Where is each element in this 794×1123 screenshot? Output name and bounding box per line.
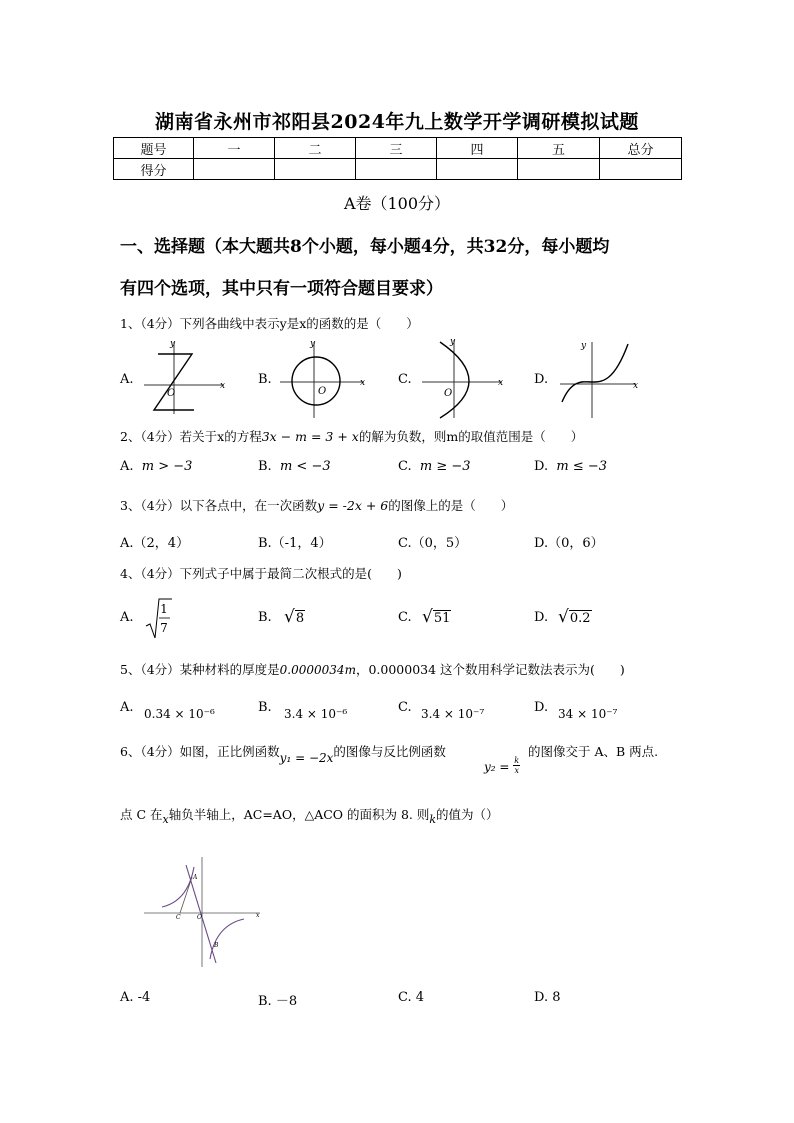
score-table-score-row [114,159,682,180]
part1-heading-line2: 有四个选项，其中只有一项符合题目要求） [120,279,443,299]
q1-graph-a-origin-label: O [167,388,176,399]
q4-option-b-value: 8 [295,611,305,626]
q3-text-post: 的图像上的是（ ） [388,498,514,513]
question-2-text [120,427,583,445]
q1-graph-a [140,338,228,418]
q2-equation: 3x − m = 3 + x [261,429,359,444]
q6-figure [144,855,266,969]
score-input-cell[interactable] [518,159,600,180]
question-4-text: 4、（4分）下列式子中属于最简二次根式的是( ) [120,566,402,581]
q6-text-pre: 6、（4分）如图，正比例函数 [120,744,280,759]
score-input-cell[interactable] [275,159,356,180]
q5-option-d-label: D. [534,700,549,715]
score-row-label: 得分 [114,159,194,180]
q1-option-d-label: D. [534,372,549,387]
q1-graph-d-y-label: y [581,341,587,351]
q5-option-a-label: A. [120,700,134,715]
q5-text-post: ，0.0000034 这个数用科学记数法表示为( ) [355,662,625,677]
q1-graph-b-y-label: y [310,339,316,349]
q4-option-c-radical: √51 [422,607,451,627]
score-header-cell: 总分 [600,138,682,159]
q4-option-a-radical [144,596,174,640]
q6-option-c: C. 4 [398,990,425,1005]
q4-option-c-value: 51 [433,611,451,626]
q2-text-post: 的解为负数，则m的取值范围是（ ） [358,429,584,444]
q6-figure-label-a: A [193,874,198,881]
q3-option-c: C.（0，5） [398,536,468,551]
q6-figure-label-o: O [197,914,202,921]
q1-option-a-label: A. [120,372,134,387]
q1-graph-d-x-label: x [633,381,639,391]
q6-figure-label-x: x [256,912,260,919]
q5-option-c-value: 3.4 × 10⁻⁷ [421,707,485,721]
score-header-cell: 三 [356,138,437,159]
q2-text-pre: 2、（4分）若关于x的方程 [120,429,262,444]
q2-option-b: B. m < −3 [258,459,331,474]
q5-text-pre: 5、（4分）某种材料的厚度是 [120,662,280,677]
q5-equation: 0.0000034m [279,663,356,677]
score-table [113,137,682,180]
q4-option-a-denominator: 7 [160,621,168,635]
score-input-cell[interactable] [356,159,437,180]
q4-option-c-label: C. [398,610,412,625]
q1-graph-a-x-label: x [220,381,226,391]
q3-equation: y = -2x + 6 [317,498,389,513]
q4-option-d-label: D. [534,610,549,625]
question-6-line1 [120,742,446,765]
q2-option-c: C. m ≥ −3 [398,459,471,474]
q6-eq2-numerator: k [514,756,520,765]
q4-option-a-numerator: 1 [160,602,168,616]
q1-graph-b-origin-label: O [318,386,327,397]
score-input-cell[interactable] [600,159,682,180]
score-input-cell[interactable] [437,159,518,180]
q1-graph-c-x-label: x [498,378,504,388]
q2-option-a: A. m > −3 [120,459,193,474]
section-a-title: A卷（100分） [343,194,451,213]
q5-option-a-value: 0.34 × 10⁻⁶ [144,707,215,721]
question-6-line2: 点 C 在x轴负半轴上，AC=AO，△ACO 的面积为 8. 则k的值为（） [120,807,499,826]
q6-option-b: B. －8 [258,994,298,1009]
q6-text-post: 的图像交于 A、B 两点. [528,744,659,759]
score-header-cell: 题号 [114,138,194,159]
q6-text-mid: 的图像与反比例函数 [333,744,446,759]
question-1-text: 1、（4分）下列各曲线中表示y是x的函数的是（ ） [120,316,419,331]
part1-heading-line1: 一、选择题（本大题共8个小题，每小题4分，共32分，每小题均 [120,237,610,257]
q1-option-b-label: B. [258,372,272,387]
q4-option-b-radical: √8 [284,607,305,627]
q6-option-a: A. -4 [120,990,151,1005]
question-5-text [120,660,625,678]
q1-option-c-label: C. [398,372,412,387]
q3-option-d: D.（0，6） [534,536,604,551]
score-table-header-row [114,138,682,159]
q5-option-b-label: B. [258,700,272,715]
q4-option-d-value: 0.2 [569,611,591,626]
q2-option-d: D. m ≤ −3 [534,459,608,474]
score-input-cell[interactable] [194,159,275,180]
q4-option-a-label: A. [120,610,134,625]
q4-option-d-radical: √0.2 [558,607,591,627]
q1-graph-b-x-label: x [360,378,366,388]
q1-graph-a-y-label: y [170,339,176,349]
q3-option-b: B.（-1，4） [258,536,332,551]
q5-option-b-value: 3.4 × 10⁻⁶ [284,707,348,721]
q6-equation-2: y₂ = $\frac{k}{x}$ [484,756,520,775]
q1-graph-b [276,338,368,420]
q6-option-d: D. 8 [534,990,561,1005]
score-header-cell: 一 [194,138,275,159]
q6-figure-label-b: B [214,942,219,949]
question-3-text [120,496,513,514]
score-header-cell: 五 [518,138,600,159]
q1-graph-d [556,338,642,420]
score-header-cell: 四 [437,138,518,159]
q5-option-c-label: C. [398,700,412,715]
q1-graph-c-y-label: y [450,337,456,347]
q5-option-d-value: 34 × 10⁻⁷ [558,707,618,721]
q6-equation-1: y₁ = −2x [279,751,334,765]
q6-figure-label-c: C [176,914,181,921]
q3-text-pre: 3、（4分）以下各点中，在一次函数 [120,498,318,513]
q6-eq2-denominator: x [514,766,519,775]
q3-option-a: A.（2，4） [120,536,190,551]
page-title: 湖南省永州市祁阳县2024年九上数学开学调研模拟试题 [155,111,639,133]
q4-option-b-label: B. [258,610,272,625]
q1-graph-c-origin-label: O [444,388,453,399]
score-header-cell: 二 [275,138,356,159]
q1-graph-c [418,336,508,420]
